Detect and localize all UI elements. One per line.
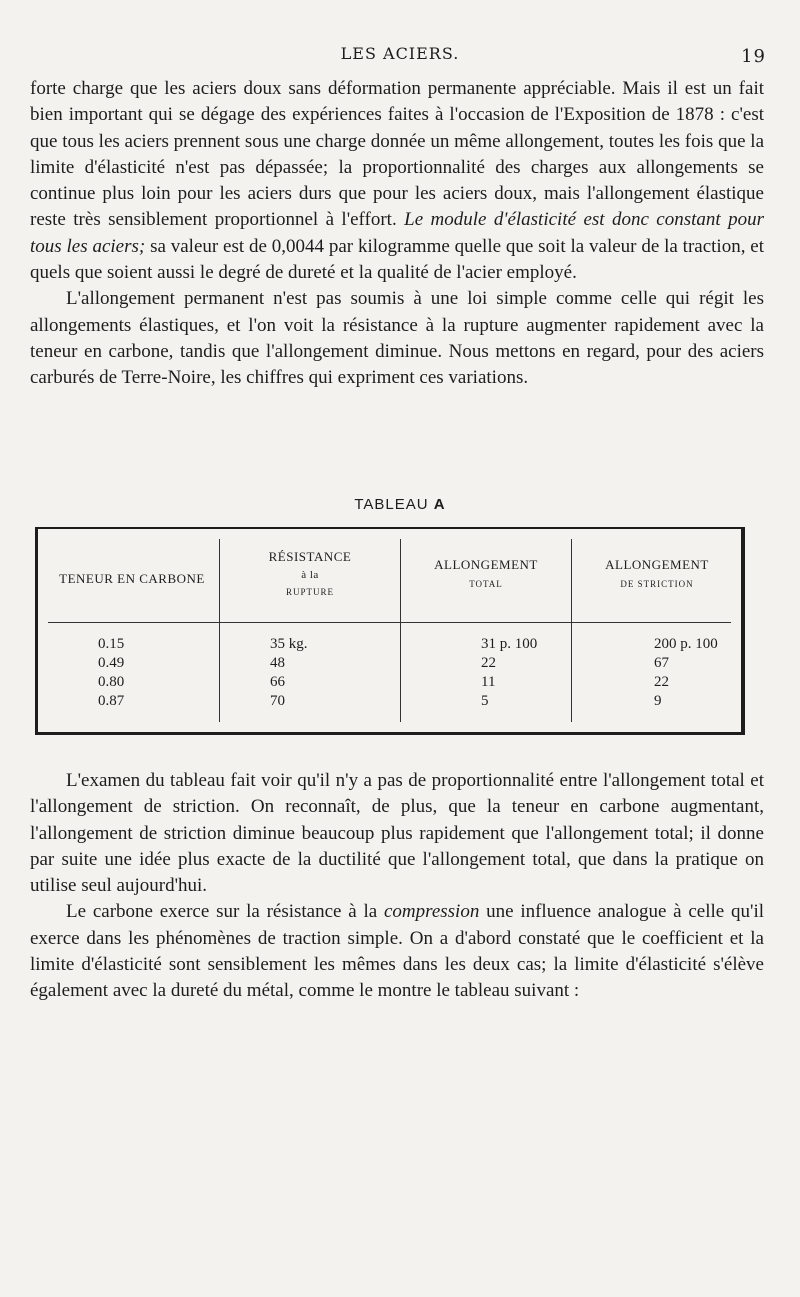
table-caption	[0, 496, 800, 513]
header-resistance-sub1: à la	[301, 569, 319, 581]
column-total	[481, 635, 537, 711]
cell-striction: 22	[654, 674, 669, 690]
column-resistance	[270, 635, 308, 711]
cell-carbon: 0.49	[98, 655, 125, 671]
paragraph-1-emphasis: Le module d'élasticité est donc constant pour tous les aciers;	[30, 209, 764, 257]
header-resistance-main: RÉSISTANCE	[268, 549, 352, 564]
cell-carbon: 0.87	[98, 693, 125, 709]
cell-carbon: 0.15	[98, 636, 125, 652]
table-caption-letter: A	[433, 496, 446, 513]
cell-total: 31 p. 100	[481, 636, 538, 652]
paragraph-1-text-a: forte charge que les aciers doux sans déformation permanente appréciable. Mais il est un fait bien important qui se dégage des expériences faites à l'occasion de l'Exposition de 1878 : c'est que tous les aciers prennent sous une charge donnée un même allongement, toutes les fois que la limite d'élasticité n'est pas dépassée; la proportionnalité des charges aux allongements se continue plus loin pour les aciers durs que pour les aciers doux, mais l'allongement élastique reste très sensiblement proportionnel à l'effort.	[30, 78, 764, 231]
header-resistance	[222, 549, 398, 597]
cell-resistance: 70	[270, 693, 285, 709]
column-carbon	[98, 635, 124, 711]
paragraph-4	[30, 899, 764, 1004]
paragraph-4-emphasis: compression	[383, 901, 480, 923]
cell-total: 11	[481, 674, 496, 690]
column-divider	[219, 539, 220, 722]
page-number: 19	[741, 46, 766, 67]
text-block-top	[30, 76, 764, 392]
cell-carbon: 0.80	[98, 674, 125, 690]
paragraph-1	[30, 76, 764, 286]
data-table	[35, 527, 745, 735]
cell-resistance: 66	[270, 674, 285, 690]
paragraph-2: L'allongement permanent n'est pas soumis à une loi simple comme celle qui régit les allongements élastiques, et l'on voit la résistance à la rupture augmenter rapidement avec la teneur en carbone, tandis que l'allongement diminue. Nous mettons en regard, pour des aciers carburés de Terre-Noire, les chiffres qui expriment ces variations.	[30, 288, 764, 389]
header-carbon: TENEUR EN CARBONE	[59, 571, 205, 586]
header-total-main: ALLONGEMENT	[434, 557, 538, 572]
column-divider	[571, 539, 572, 722]
paragraph-4-text-b: une influence analogue à celle qu'il exerce dans les phénomènes de traction simple. On a d'abord constaté que le coefficient et la limite d'élasticité sont sensiblement les mêmes dans les deux cas; la limite d'élasticité s'élève également avec la dureté du métal, comme le montre le tableau suivant :	[30, 901, 764, 1002]
header-total-sub: TOTAL	[469, 579, 503, 589]
cell-total: 5	[481, 693, 489, 709]
header-striction-main: ALLONGEMENT	[605, 557, 709, 572]
running-header	[34, 44, 766, 74]
text-block-bottom	[30, 768, 764, 1005]
header-striction-sub: DE STRICTION	[620, 579, 694, 589]
cell-striction: 67	[654, 655, 669, 671]
cell-total: 22	[481, 655, 496, 671]
header-striction	[574, 557, 740, 589]
header-divider	[48, 622, 731, 623]
column-striction	[654, 635, 718, 711]
column-divider	[400, 539, 401, 722]
cell-striction: 9	[654, 693, 662, 709]
header-resistance-sub2: RUPTURE	[285, 587, 334, 597]
running-title: LES ACIERS.	[340, 44, 460, 63]
header-total	[403, 557, 569, 589]
cell-resistance: 35 kg.	[270, 636, 308, 652]
paragraph-4-text-a: Le carbone exerce sur la résistance à la	[66, 901, 384, 923]
paragraph-1-text-b: sa valeur est de 0,0044 par kilogramme quelle que soit la valeur de la traction, et quels que soient aussi le degré de dureté et la qualité de l'acier employé.	[30, 235, 764, 284]
table-caption-word: TABLEAU	[354, 496, 429, 513]
paragraph-3: L'examen du tableau fait voir qu'il n'y a pas de proportionnalité entre l'allongement total et l'allongement de striction. On reconnaît, de plus, que la teneur en carbone augmentant, l'allongement de striction diminue beaucoup plus rapidement que l'allongement total; il donne par suite une idée plus exacte de la ductilité que l'allongement total, que dans la pratique on utilise seul aujourd'hui.	[30, 770, 764, 897]
cell-striction: 200 p. 100	[654, 636, 718, 652]
cell-resistance: 48	[270, 655, 285, 671]
